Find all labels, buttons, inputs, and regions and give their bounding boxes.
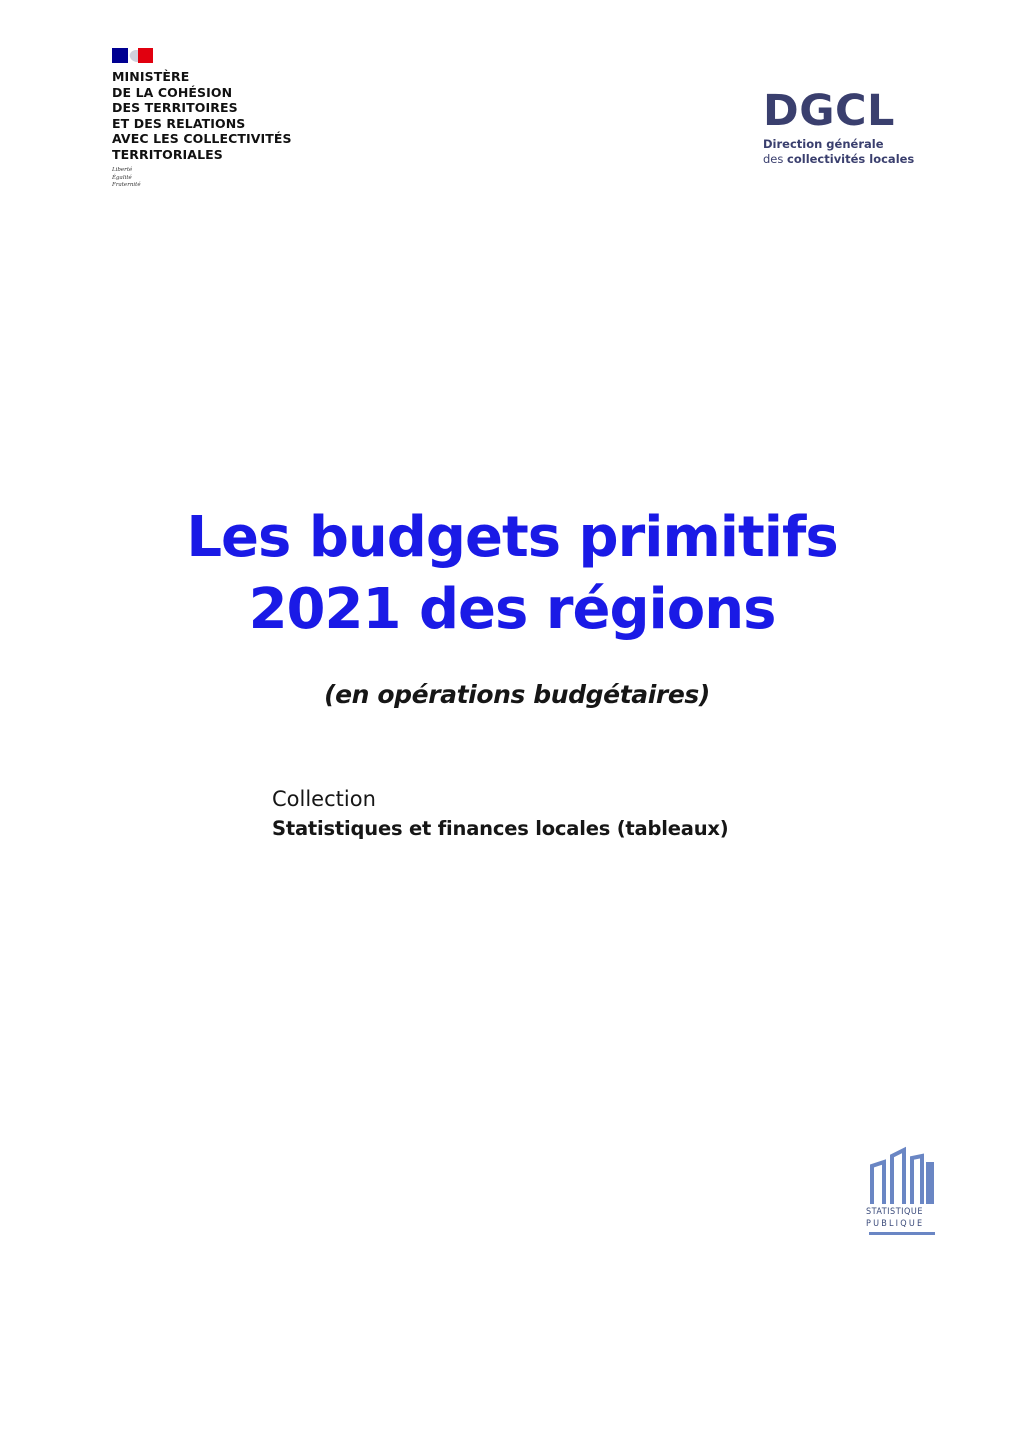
collection-block bbox=[272, 784, 729, 844]
document-subtitle: (en opérations budgétaires) bbox=[324, 680, 710, 709]
ministry-name: MINISTÈRE DE LA COHÉSION DES TERRITOIRES ET DES RELATIONS AVEC LES COLLECTIVITÉS TERRITORIALES bbox=[112, 69, 292, 162]
dgcl-logo bbox=[763, 88, 933, 167]
dgcl-fullname: Direction générale des collectivités locales bbox=[763, 137, 915, 166]
document-title: Les budgets primitifs 2021 des régions bbox=[186, 505, 838, 642]
collection-label: Collection bbox=[272, 787, 376, 811]
dgcl-acronym: DGCL bbox=[763, 86, 895, 136]
marianne-flag-icon bbox=[112, 48, 153, 63]
marianne-profile-icon bbox=[128, 50, 138, 62]
statistique-publique-logo bbox=[866, 1144, 938, 1235]
republic-motto: Liberté Égalité Fraternité bbox=[112, 167, 141, 188]
collection-name: Statistiques et finances locales (tableaux) bbox=[272, 817, 729, 840]
stat-logo-line1: STATISTIQUE bbox=[866, 1207, 923, 1217]
ministry-logo bbox=[112, 48, 342, 190]
statistique-publique-building-icon bbox=[866, 1144, 936, 1206]
stat-logo-line2: PUBLIQUE bbox=[866, 1219, 925, 1229]
stat-logo-underline bbox=[869, 1232, 935, 1235]
